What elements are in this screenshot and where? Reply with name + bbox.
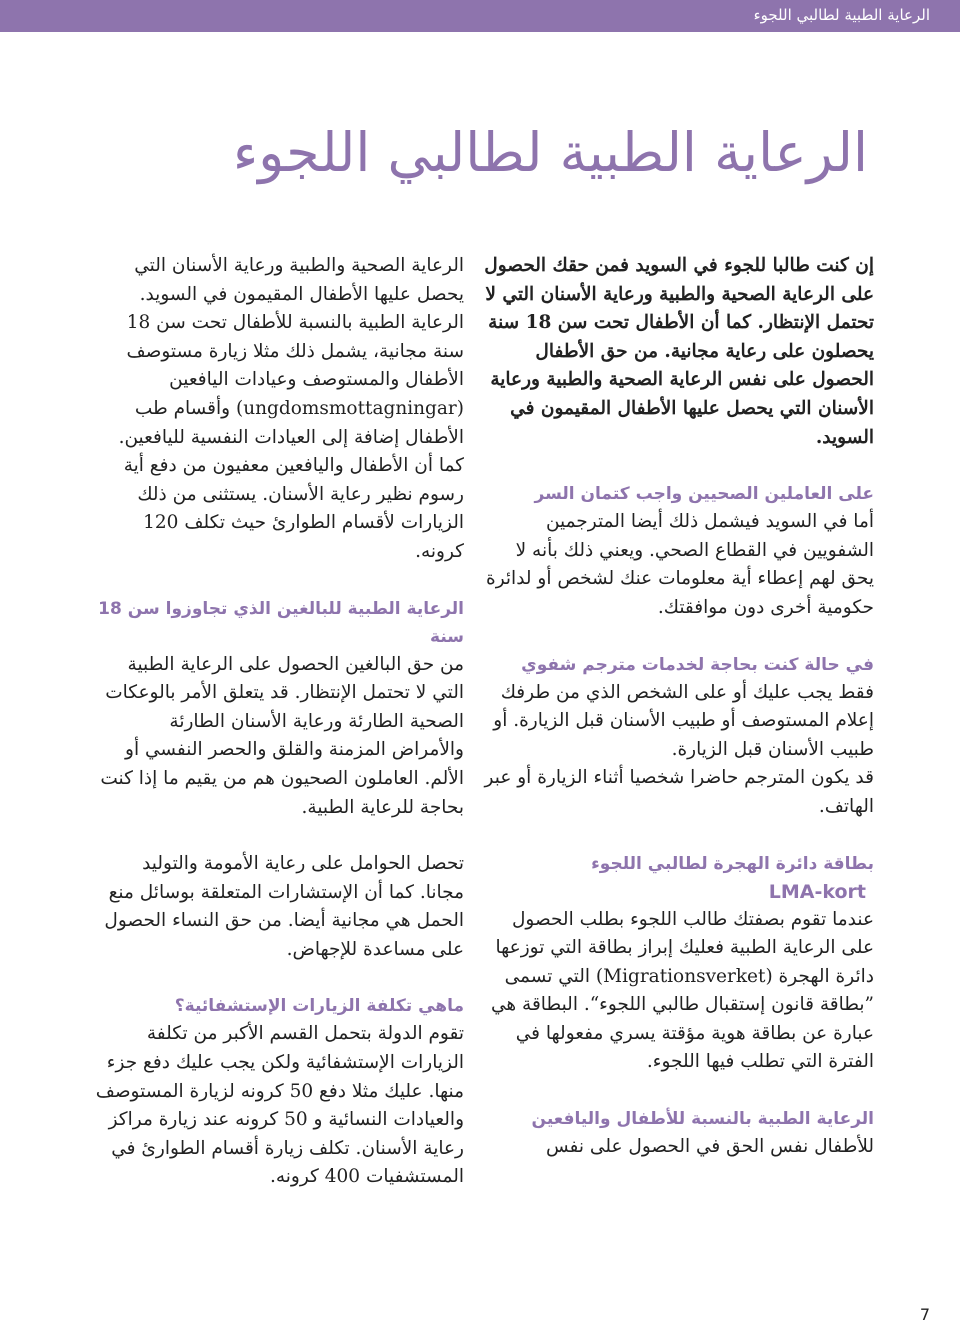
cost-heading: ماهي تكلفة الزيارات الإستشفائية؟ <box>174 996 464 1017</box>
left-column <box>94 252 464 1192</box>
adults-care-heading: الرعاية الطبية للبالغين الذي تجاوزوا سن 18 سنة <box>98 598 464 647</box>
lma-card-body: عندما تقوم بصفتك طالب اللجوء بطلب الحصول على الرعاية الطبية فعليك إبراز بطاقة التي توزعها دائرة الهجرة (Migrationsverket) التي تسمى ”بطاقة قانون إستقبال طالبي اللجوء“. البطاقة هي عبارة عن بطاقة هوية مؤقتة يسري مفعولها في الفترة التي تطلب فيها اللجوء. <box>490 908 874 1073</box>
maternity-body: تحصل الحوامل على رعاية الأمومة والتوليد مجانا. كما أن الإستشارات المتعلقة بوسائل منع الحمل هي مجانية أيضا. من حق النساء الحصول على مساعدة للإجهاض. <box>104 853 464 960</box>
interpreter-body-2: قد يكون المترجم حاضرا شخصيا أثناء الزيارة أو عبر الهاتف. <box>484 767 874 817</box>
interpreter-body: فقط يجب عليك أو على الشخص الذي من طرفك إعلام المستوصف أو طبيب الأسنان قبل الزيارة. أو طبيب الأسنان قبل الزيارة. <box>493 681 874 760</box>
children-care-continued: الرعاية الصحية والطبية ورعاية الأسنان التي يحصل عليها الأطفال المقيمون في السويد. الرعاية الطبية بالنسبة للأطفال تحت سن 18 سنة مجانية، يشمل ذلك مثلا زيارة مستوصف الأطفال والمستوصف وعيادات اليافعين (ungdomsmottagningar) وأقسام طب الأطفال إضافة إلى العيادات النفسية لليافعين. كما أن الأطفال واليافعين معفيون من دفع أية رسوم نظير رعاية الأسنان. يستثنى من ذلك الزيارات لأقسام الطوارئ حيث تكلف 120 كرونه. <box>118 255 464 562</box>
interpreter-heading: في حالة كنت بحاجة لخدمات مترجم شفوي <box>521 654 874 675</box>
lma-card-heading-latin: LMA-kort <box>768 880 866 903</box>
page-title: الرعاية الطبية لطالبي اللجوء <box>232 121 868 184</box>
lma-card-heading: بطاقة دائرة الهجرة لطالبي اللجوء <box>591 853 874 874</box>
confidentiality-heading: على العاملين الصحيين واجب كتمان السر <box>534 484 874 505</box>
right-column <box>482 252 874 1162</box>
cost-body: تقوم الدولة بتحمل القسم الأكبر من تكلفة الزيارات الإستشفائية ولكن يجب عليك دفع جزء منها. عليك مثلا دفع 50 كرونه لزيارة المستوصف والعيادات النسائية و 50 كرونه عند زيارة مراكز رعاية الأسنان. تكلف زيارة أقسام الطوارئ في المستشفيات 400 كرونه. <box>95 1023 464 1188</box>
intro-paragraph: إن كنت طالبا للجوء في السويد فمن حقك الحصول على الرعاية الصحية والطبية ورعاية الأسنان التي لا تحتمل الإنتظار. كما أن الأطفال تحت سن 18 سنة يحصلون على رعاية مجانية. من حق الأطفال الحصول على نفس الرعاية الصحية والطبية ورعاية الأسنان التي يحصل عليها الأطفال المقيمون في السويد. <box>484 255 874 448</box>
running-title: الرعاية الطبية لطالبي اللجوء <box>753 6 930 24</box>
page-number: 7 <box>919 1305 930 1324</box>
confidentiality-body: أما في السويد فيشمل ذلك أيضا المترجمين الشفويين في القطاع الصحي. ويعني ذلك بأنه لا يحق لهم إعطاء أية معلومات عنك لشخص أو لدائرة حكومية أخرى دون موافقتك. <box>486 511 874 618</box>
children-care-heading: الرعاية الطبية بالنسبة للأطفال واليافعين <box>531 1109 874 1130</box>
header-bar <box>0 0 960 32</box>
adults-care-body: من حق البالغين الحصول على الرعاية الطبية التي لا تحتمل الإنتظار. قد يتعلق الأمر بالوعكات الصحية الطارئة ورعاية الأسنان الطارئة والأمراض المزمنة والقلق والحصر النفسي أو الألم. العاملون الصحيون هم من يقيم ما إذا كنت بحاجة للرعاية الطبية. <box>100 653 464 818</box>
children-care-body: للأطفال نفس الحق في الحصول على نفس <box>545 1136 874 1158</box>
